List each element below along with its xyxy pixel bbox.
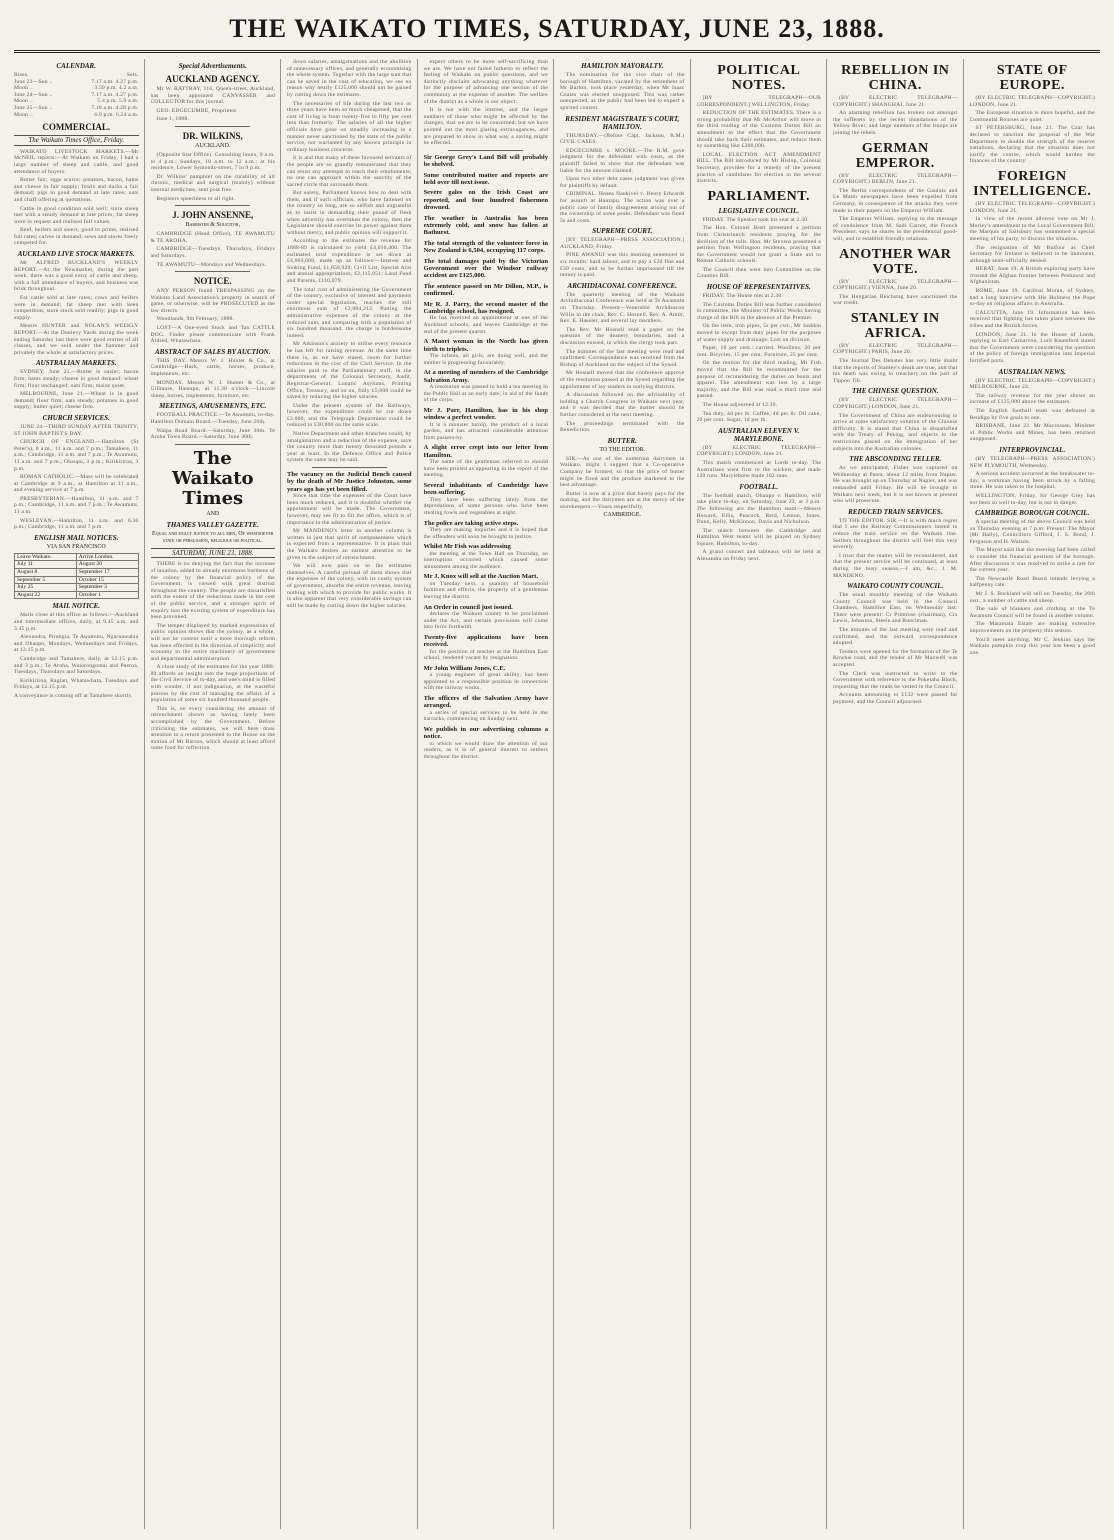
headline-item: The police are taking active steps.: [423, 519, 519, 527]
editorial-continued: down salaries, amalgamations and the abolition of unnecessary offices, and generally economising the whole system. Together with the large sum that can be saved in the cost of education, we see no reason why nearly £125,000 should not be gained by cutting down the estimates. The necessaries of life during the last two or three years have been so much cheapened, that the cost of living is from twenty-five to fifty per cent less than formerly. The salaries of all the higher officials have gone on steadily increasing in a manner never sanctioned by the state of the public service, nor warranted by any known principle in ordinary business concerns. It is and that many of these favoured servants of the people are so grandly remunerated that they can resist any attempts to reach their emoluments; no one can approach within the sanctity of the sacred circle that surrounds them. But surely, Parliament knows how to deal with them, and if such officials, who have fattened on the country so long, are so selfish and ungrateful as to insist in demanding their pound of flesh when adversity has overtaken the colony, then the Legislature should exercise its power against them without mercy, and public opinion will support it. According to the estimates the revenue for 1888-89 is calculated to yield £4,016,400. The estimated total expenditure is set down at £4,063,668, made up as follows:—Interest and Sinking Fund, £1,858,929; Civil List, Special Acts and annual appropriations, £2,115,051; Land Fund and Parents, £110,079. The total cost of administering the Government of the country, exclusive of interest and payments under special legislation, reaches the still enormous sum of £2,004,212. Putting the administrative expenses of the colony at the reduced sum, and comparing with a population of six hundred thousand, the charge is burdensome indeed. Mr Atkinson's anxiety to utilise every resource he has left for raising revenue. At the same time there is, as we have stated, room for further reductions in the cost of the Civil Service. In the salaries paid to the Parliamentary staff, in the departments of the Colonial Secretary, Audit, Registrar-General, Lunatic Asylums, Printing Office, Treasury, and so on, fully £5,000 could be saved by reducing the higher salaries. Under the present system of the Railways, however, the expenditure could be cut down £2,000, and the Telegraph Department could be reduced to £30,000 on the same scale. Native Department and other branches could, by amalgamation and a reduction of the expense, save the country more than twenty thousand pounds a year at least. In the Defence Office and Police system the same may be said.: [287, 59, 412, 464]
dr-sub: AUCKLAND.: [195, 142, 231, 149]
auction-heading: ABSTRACT OF SALES BY AUCTION.: [155, 347, 271, 356]
ads-heading: Special Advertisements.: [178, 62, 247, 70]
archdeaconal-text: The quarterly meeting of the Waikato Archidiaconal Conference was held at Te Awamutu on Thursday. Present—Venerable Archdeacon Willis in the chair, Rev. C. Hosnell, Rev. A. Amitt, Rev. E. Haseler, and several lay members. The Rev. Mr Hosnell read a paper on the question of the deanery boundaries, and a discussion ensued, in which the clergy took part. The minutes of the last meeting were read and confirmed. Correspondence was received from the Bishop of Auckland on the subject of the Synod. Mr Hosnell moved that the conference approve of the resolution passed at the Synod regarding the appointment of lay readers in outlying districts. A discussion followed on the advisability of holding a Church Congress in Waikato next year, and it was decided that the matter should be further considered at the next meeting. The proceedings terminated with the Benediction.: [560, 291, 685, 434]
mail-heading: ENGLISH MAIL NOTICES.: [34, 533, 119, 542]
barrister-sub: Barrister & Solicitor,: [185, 222, 240, 229]
headline-item: The sentence passed on Mr Dillon, M.P., is confirmed.: [423, 282, 548, 298]
paper-and: AND: [206, 510, 220, 517]
editorial-text: THERE is no denying the fact that the increase of taxation, added to already enormous burthens of the colony by the financial policy of the Government, is viewed with great distrust throughout the country. The people are dissatisfied with the extent of the reductions made in the cost of the public service, and a stronger spirit of enquiry into the existing system of expenditure has been provoked. The temper displayed by marked expressions of public opinion shows that the colony, as a whole, will not be content until a more thorough reform has been effected in the direction of simplicity and economy in the entire machinery of government and departmental administration. A close study of the estimates for the year 1888-89 affords an insight into the huge proportions of the Civil Service of to-day, and one's mind is filled with wonder, if not indignation, at the wasteful process by the cost of managing the affairs of a population of some six hundred thousand people. This is, on every considering the amount of retrenchment shown as having lately been accomplished by the Government. Before criticising the estimates, we will here draw attention to a return presented to the House on the motion of Mr Barron, which should at least afford some food for reflection.: [150, 561, 275, 752]
emperor-text: (BY ELECTRIC TELEGRAPH—COPYRIGHT.) BERLIN, June 21. The Berlin correspondents of the Gaulois and Le Matin newspapers have been expelled from Germany, in consequence of the attacks they were made in their papers on the Emperor William. The Emperor William, replying to the message of condolence from M. Sadi Carnot, the French President, says he shares in the presidential good-will, and to establish friendly relations.: [833, 172, 958, 242]
footer-note: A conveyance is coming off at Tamahere shortly.: [14, 692, 133, 699]
commercial-intro: The Waikato Times Office, Friday.: [14, 135, 139, 146]
dr-heading: DR. WILKINS,: [182, 130, 243, 141]
foreign-text: (BY ELECTRIC TELEGRAPH—COPYRIGHT.) LONDON, June 21. In view of the recent adverse vote on Mr J. Morley's amendment to the Local Government Bill, the Marquis of Salisbury has summoned a special meeting of his party, to discuss the situation. The resignation of Mr Balfour as Chief Secretary for Ireland is believed to be imminent, although semi-officially denied. HERAT, June 19. A British exploring party have crossed the Afghan frontier between Peshawur and Afghanistan. ROME, June 19. Cardinal Moran, of Sydney, had a long interview with His Holiness the Pope to-day on religious affairs in Australia. CALCUTTA, June 19. Information has been received that fighting has taken place between the tribes and the British forces. LONDON, June 21. In the House of Lords, replying to Earl Carnarvon, Lord Knutsford stated that the Government were considering the question of the policy of foreign immigration into Imperial fortified ports.: [969, 200, 1095, 364]
calendar-table: Rises. Sets. June 23—Sun .. 7.17 a.m. 4.27 p.m. Moon .. 3.59 p.m. 4.2 a.m. June 24—Sun .. 7.17 a.m. 4.27 p.m. Moon .. 5.4 p.m. 5.9 a.m. June 25—Sun .. 7.18 a.m. 4.28 p.m. Moon .. 6.9 p.m. 6.24 a.m.: [14, 72, 139, 118]
vote-text: (BY ELECTRIC TELEGRAPH—COPYRIGHT.) VIENNA, June 20. The Hungarian Reichstag have sanctioned the war credit.: [833, 278, 958, 307]
eleven-heading: AUSTRALIAN ELEVEN V. MARYLEBONE.: [718, 426, 800, 443]
judicial-lead: The vacancy on the Judicial Bench caused by the death of Mr Justice Johnston, some years ago has yet been filled.: [287, 471, 412, 493]
headline-item: The total strength of the volunteer force in New Zealand is 6,504, occupying 117 corps.: [423, 239, 548, 255]
council-text: FRIDAY. The Speaker took his seat at 2.30. The Hon. Colonel Brett presented a petition from Christchurch residents praying for the abolition of the tolls. Hon. Mr Stevens presented a petition from Wellington residents, praying that the Government would not grant a State aid to Roman Catholic schools. The Council then went into Committee on the Counties Bill.: [696, 216, 821, 280]
vote-heading: ANOTHER WAR VOTE.: [839, 246, 952, 277]
australian-news-heading: AUSTRALIAN NEWS.: [998, 367, 1066, 376]
butter-sub: TO THE EDITOR.: [599, 446, 646, 453]
mayoralty-heading: HAMILTON MAYORALTY.: [581, 62, 664, 70]
mail-notice-text: Mails close at this office as follows:—Auckland and intermediate offices, daily, at 9.45 a.m. and 3.45 p.m. Alexandra, Pirongia, Te Awamutu, Ngaruawahia and Ohaupo, Mondays, Wednesdays and Fridays, at 12.15 p.m. Cambridge and Tamahere, daily, at 12.15 p.m. and 3 p.m.; Te Aroha, Waiorongomai and Paeroa, Tuesdays, Thursdays and Saturdays. Kirikiriroa, Raglan, Whatawhata, Tuesdays and Fridays, at 12.15 p.m.: [14, 612, 139, 691]
court-text: THURSDAY.—(Before Capt. Jackson, R.M.) CIVIL CASES. EDGECUMBE v. MOORE.—The R.M. gave judgment for the defendant with costs, as the plaintiff failed to show that the defendant was liable for the amount claimed. Upon two other debt cases judgment was given for plaintiffs by default. CRIMINAL. Hosea Nankivel v. Henry Edwards for assault at Hautapu. The action was over a public case of family disagreement arising out of the ownership of some pesks. Defendant was fined 5s and costs.: [560, 132, 685, 224]
mail-table: Leave Waikato. Arrive London. July 11 August 20 August 8 September 17 September 5 October 15 July 25 September 3 August 22 October 1: [14, 553, 139, 600]
barrister-heading: J. JOHN ANSENNE,: [172, 210, 254, 221]
australian-heading: AUSTRALIAN MARKETS.: [35, 359, 117, 368]
headline-item: The weather in Australia has been extremely cold, and snow has fallen at Bathurst.: [423, 214, 548, 237]
teller-heading: THE ABSCONDING TELLER.: [849, 455, 942, 464]
headline-list: Sir George Grey's Land Bill will probably be shelved. Some contributed matter and reports are held over till next issue. Severe gales on the Irish Coast are reported, and four hundred fishermen drowned. The weather in Australia has been extremely cold, and snow has fallen at Bathurst. The total strength of the volunteer force in New Zealand is 6,504, occupying 117 corps. The total damages paid by the Victorian Government over the Windsor railway accident are £125,000. The sentence passed on Mr Dillon, M.P., is confirmed. Mr R. J. Parry, the second master of the Cambridge school, has resigned. He has received an appointment at one of the Auckland schools, and leaves Cambridge at the end of the present quarter. A Maori woman in the North has given birth to triplets. The infants, all girls, are doing well, and the mother is progressing favourably. At a meeting of members of the Cambridge Salvation Army. A resolution was passed to hold a tea meeting in the Public Hall at an early date, in aid of the funds of the corps. Mr J. Parr, Hamilton, has in his shop window a perfect wonder. It is a monster turnip, the product of a local garden, and has attracted considerable attention from passers-by. A slight error crept into our letter from Hamilton. The name of the gentleman referred to should have been printed as appearing in the report of the meeting. Several inhabitants of Cambridge have been suffering. They have been suffering lately from the depredations of some persons who have been stealing fowls and vegetables at night. The police are taking active steps. They are making inquiries and it is hoped that the offenders will soon be brought to justice. Whilst Mr Fish was addressing the meeting at the Town Hall on Thursday, an interruption occurred which caused some amusement among the audience. Mr J. Knox will sell at the Auction Mart. on Tuesday next, a quantity of household furniture and effects, the property of a gentleman leaving the district. An Order in council just issued. declares the Waikato county to be proclaimed under the Act, and certain provisions will come into force forthwith. Twenty-five applications have been received. for the position of teacher at the Hamilton East school, rendered vacant by resignation. Mr John William Jones, C.E. a young engineer of great ability, has been appointed to a responsible position in connection with the railway works. The officers of the Salvation Army have arranged. a series of special services to be held in the barracks, commencing on Sunday next. We publish in our advertising columns a notice. to which we would draw the attention of our readers, as it is of general interest to settlers throughout the district.: [423, 153, 548, 760]
court-heading: RESIDENT MAGISTRATE'S COURT, HAMILTON.: [565, 114, 680, 131]
butter-sign: CAMBRIDGE.: [603, 512, 641, 519]
dr-text: (Opposite Star Office). Consulting hours, 9 a.m. to 4 p.m.; Sundays, 10 a.m. to 12 a.m.; at his residence, Lower Symonds-street, 7 to 9 p.m. Dr. Wilkins' pamphlet on the curability of all chronic, medical and surgical (mainly) without internal medicines, sent post free. Registers speechless to all right.: [150, 151, 275, 202]
paper-name: The Waikato Times: [171, 447, 254, 509]
agency-text: Mr W. RATTRAY, 116, Queen-street, Auckland, has been appointed CANVASSER and COLLECTOR for this journal. GEO. EDGECUMBE, Proprietor. June 1, 1888.: [150, 86, 275, 123]
headline-item: Mr J. Parr, Hamilton, has in his shop window a perfect wonder.: [423, 406, 548, 422]
rebellion-text: (BY ELECTRIC TELEGRAPH—COPYRIGHT.) SHANGHAI, June 21. An alarming rebellion has broken out amongst the sufferers by the recent inundations of the Yellow River, and large numbers of the troops are joining the rebels.: [833, 95, 958, 136]
teller-text: As we anticipated, Fisher was captured on Wednesday at Patea, about 12 miles from Napier. He was brought up on Thursday at Napier, and was remanded until Friday. He will be brought to Waikato next week, but it is not known at present who will prosecute.: [833, 465, 958, 505]
headline-item: We publish in our advertising columns a notice.: [423, 725, 548, 741]
butter-text: SIR,—As one of the numerous dairymen in Waikato, might I suggest that a Co-operative Company be formed, so that the price of butter might be fixed and the produce marketed to the best advantage. Butter is now at a price that barely pays for the making, and the dairymen are at the mercy of the storekeepers.—Yours respectfully,: [560, 455, 685, 510]
barrister-text: CAMBRIDGE (Head Office), TE AWAMUTU & TE AROHA. CAMBRIDGE—Tuesdays, Thursdays, Fridays and Saturdays. TE AWAMUTU—Mondays and Wednesdays.: [150, 231, 275, 268]
notice-text: ANY PERSON found TRESPASSING on the Waikato Land Association's property in search of game, or otherwise, will be PROSECUTED as the law directs. Woodlands, 9th February, 1888. LOST—A One-eyed Stock and Tan CATTLE DOG. Finder please communicate with Frank Aldred, Whatawhata.: [150, 288, 275, 345]
football-heading: FOOTBALL.: [739, 482, 779, 491]
column-6: [697, 59, 828, 1529]
headline-item: Mr John William Jones, C.E.: [423, 664, 506, 672]
stanley-text: (BY ELECTRIC TELEGRAPH—COPYRIGHT.) PARIS, June 20. The Journal Des Debates has very little doubt that the reports of Stanley's death are true, and that his death was owing to treachery on the part of Tippoo Tib.: [833, 342, 958, 384]
mayoralty-text: The nomination for the vice chair of the borough of Hamilton, vacated by the retirement of Mr Barton, took place yesterday, when Mr Isaac Coates was elected unopposed. This was rather unexpected, as the public had been led to expect a spirited contest.: [560, 72, 685, 111]
chinese-heading: THE CHINESE QUESTION.: [851, 387, 939, 396]
meetings-text: FOOTBALL PRACTICE.—Te Awamutu, to-day. Hamilton Domain Board.—Tuesday, June 26th. Waipa Road Board.—Saturday, June 30th. Te Aroha Town Board.—Saturday, June 30th.: [150, 412, 275, 441]
column-3: [287, 59, 418, 1529]
headline-item: Several inhabitants of Cambridge have been suffering.: [423, 482, 548, 497]
headline-item: The total damages paid by the Victorian Government over the Windsor railway accident are £125,000.: [423, 257, 548, 280]
supreme-heading: SUPREME COURT.: [592, 227, 653, 236]
rebellion-heading: REBELLION IN CHINA.: [841, 63, 950, 93]
column-5: [560, 59, 691, 1529]
reps-heading: HOUSE OF REPRESENTATIVES.: [706, 283, 811, 292]
col4-intro: expect others to be more self-sacrificing than we are. We have not failed hitherto to reflect the feeling of Waikato on public questions, and we distinctly disclaim advocating anything whatever for the purpose of advancing one section of the community at the expense of another. The welfare of the district as a whole is our object. It is not with the interest, and the larger numbers of those who might be affected by the changes, that we are to be concerned; but we have pointed out the most glaring extravagances, and are prepared to show in what way a saving might be effected.: [423, 59, 548, 147]
chinese-text: (BY ELECTRIC TELEGRAPH—COPYRIGHT.) LONDON, June 21. The Government of China are endeavouring to arrive at some satisfactory solution of the Chinese difficulty. It is stated that China is dissatisfied with the Treaty of Peking, and objects to the restrictions placed on the immigration of her subjects into the Australian colonies.: [833, 397, 958, 452]
notice-heading: NOTICE.: [193, 276, 232, 287]
political-text: [BY TELEGRAPH—OUR CORRESPONDENT.] WELLINGTON, Friday. REDUCTION OF THE ESTIMATES. There is a strong probability that Mr McArthur will move in the third reading of the Customs Duties Bill an amendment to the effect that the Government should take back their estimates, and reduce them by something like £200,000. LOCAL ELECTION ACT AMENDMENT BILL. The Bill introduced by Mr Hislop, Colonial Secretary, provides for a remedy of the present practice of candidates for election in the several districts.: [696, 95, 821, 185]
meetings-heading: MEETINGS, AMUSEMENTS, ETC.: [159, 402, 267, 411]
paper-motto: Equal and exact justice to all men, Of whatsoever state or persuasion, religious or political.: [152, 530, 274, 544]
archdeaconal-heading: ARCHIDIACONAL CONFERENCE.: [567, 281, 677, 290]
commercial-heading: COMMERCIAL.: [42, 122, 111, 133]
football-text: The football match, Ohaupo v. Hamilton, will take place to-day, on Saturday, June 23, at 3 p.m. The following are the Hamilton team:—Messrs Howard, Ellis, Peacock, Reid, Lemon, Jones, Dunn, Kelly, McKinnon, Davis and Nicholson. The match between the Cambridge and Hamilton West teams will be played on Sydney Square, Hamilton, to-day. A grand concert and tableaux will be held at Alexandra on Friday next.: [696, 492, 821, 563]
headline-item: Twenty-five applications have been received.: [423, 633, 548, 649]
interprovincial-heading: INTERPROVINCIAL.: [999, 445, 1066, 454]
auction-text: THIS DAY. Messrs W. J. Hunter & Co., at Cambridge.—Hack, cattle, horses, produce, implements, etc. MONDAY. Messrs W. J. Hunter & Co., at Gillmore, Hautapu, at 11.30 o'clock.—Lincoln sheep, horses, implements, furniture, etc.: [150, 357, 275, 399]
parliament-heading: PARLIAMENT.: [707, 188, 811, 204]
australian-text: SYDNEY, June 21.—Butter is easier; bacon firm; hams steady; cheese in good demand; wheat firm; flour unchanged; oats firm; maize quiet. MELBOURNE, June 21.—Wheat is in good demand; flour firm; oats steady; potatoes in good supply; butter quiet; cheese firm.: [14, 369, 139, 411]
agency-heading: AUCKLAND AGENCY.: [165, 74, 260, 84]
mail-sub: VIA SAN FRANCISCO: [46, 543, 106, 550]
judicial-text: Since that time the expenses of the Court have been much reduced, and it is doubtful whether the appointment will be made. The Government, however, may see fit to fill the office, which is of importance to the administration of justice. Mr MANDENO's letter in another column is written in just that spirit of outspokenness which is expected from a representative. It is plain that the Waikato desires an earnest attention to be given to the subject of retrenchment. We will now pass on to the estimates themselves. A careful perusal of them shows that the expenses of the colony, with its costly system of government, absorbs the entire revenue, leaving nothing with which to provide for public works. It is also apparent that very considerable savings can still be made by cutting down the higher salaries.: [287, 493, 412, 609]
europe-heading: STATE OF EUROPE.: [996, 63, 1068, 93]
council-heading: LEGISLATIVE COUNCIL.: [718, 206, 800, 215]
church-heading: CHURCH SERVICES.: [42, 413, 110, 422]
headline-item: Mr J. Knox will sell at the Auction Mart.: [423, 573, 539, 581]
foreign-heading: FOREIGN INTELLIGENCE.: [973, 168, 1092, 199]
headline-item: Whilst Mr Fish was addressing: [423, 543, 511, 551]
county-heading: WAIKATO COUNTY COUNCIL.: [847, 582, 944, 591]
auckland-heading: AUCKLAND LIVE STOCK MARKETS.: [17, 250, 135, 259]
supreme-text: [BY TELEGRAPH—PRESS ASSOCIATION.] AUCKLAND, Friday. PINE AWANUI was this morning sentenced to six months' hard labour, and to pay a £20 fine and £30 costs, and to be further imprisoned till the money is paid.: [560, 237, 685, 279]
newspaper-page: [14, 10, 1100, 1530]
column-1: [14, 59, 145, 1529]
column-2: [151, 59, 282, 1529]
eleven-text: (BY ELECTRIC TELEGRAPH—COPYRIGHT.) LONDON, June 21. This match commenced at Lords to-day. The Australians went first to the wickets, and made 139 runs. Marylebone made 102 runs.: [696, 444, 821, 480]
church-text: JUNE 24—THIRD SUNDAY AFTER TRINITY; ST JOHN BAPTIST'S DAY. CHURCH OF ENGLAND.—Hamilton (St Peter's), 8 a.m., 11 a.m. and 7 p.m.; Tamahere, 11 a.m.; Cambridge, 11 a.m. and 7 p.m.; Te Awamutu, 11 a.m. and 7 p.m.; Ohaupo, 3 p.m.; Kirikiriroa, 3 p.m. ROMAN CATHOLIC.—Mass will be celebrated at Cambridge at 9 a.m., at Hamilton at 11 a.m., and evening service at 7 p.m. PRESBYTERIAN.—Hamilton, 11 a.m. and 7 p.m.; Cambridge, 11 a.m. and 7 p.m.; Te Awamutu, 11 a.m. WESLEYAN.—Hamilton, 11 a.m. and 6.30 p.m.; Cambridge, 11 a.m. and 7 p.m.: [14, 423, 139, 531]
australian-news-text: (BY ELECTRIC TELEGRAPH—COPYRIGHT.) MELBOURNE, June 22. The railway revenue for the year shows an increase of £125,000 above the estimates. The English football team was defeated at Bendigo by five goals to one. BRISBANE, June 22. Mr Macrossan, Minister of Public Works and Mines, has been returned unopposed.: [969, 377, 1095, 443]
reps-text: FRIDAY. The House met at 2.30. The Customs Duties Bill was further considered in committee, the Minister of Public Works having charge of the Bill in the absence of the Premier. On the item, iron pipes, 5s per cwt., Mr Seddon moved to except from duty pipes for the purposes of water supply and drainage. Lost on division. Paper, 10 per cent.: carried. Woollens, 20 per cent. Bicycles, 15 per cent. Furniture, 25 per cent. On the motion for the third reading, Mr Fish moved that the Bill be recommitted for the purpose of reconsidering the duties on boots and apparel. The amendment was lost by a large majority, and the Bill was read a third time and passed. The House adjourned at 12.30. Tea duty, 4d per lb. Coffee, 4d per lb. Oil cake, 20 per cent. Sugar, 1d per lb.: [696, 293, 821, 424]
headline-item: An Order in council just issued.: [423, 603, 513, 611]
borough-text: A special meeting of the above Council was held on Thursday evening at 7 p.m. Present: The Mayor (Mr Hally), Councillors Gifford, J. S. Bond, J. Ferguson and H. Watson. The Mayor said that the meeting had been called to consider the financial position of the borough. After discussion it was resolved to strike a rate for the current year. The Newcastle Road Board intends levying a halfpenny rate. Mr J. S. Buckland will sell on Tuesday, the 26th inst., a number of cattle and sheep. The sale of blankets and clothing at the Te Awamutu Council will be found in another column. The Matamata Estate are making extensive improvements on the property this season. You'll meet anything. Mr C. Jenkins says the Waikato pumpkin crop this year has been a good one.: [969, 519, 1095, 656]
stanley-heading: STANLEY IN AFRICA.: [850, 310, 940, 341]
headline-item: Severe gales on the Irish Coast are reported, and four hundred fishermen drowned.: [423, 189, 548, 212]
auckland-text: Mr ALFRED BUCKLAND'S WEEKLY REPORT.—At the Newmarket, during the past week, there was a good entry of cattle and sheep, with a full attendance of buyers, and business was brisk throughout. Fat cattle sold at late rates; cows and heifers were in demand; fat sheep met with keen competition; store stock sold readily; pigs in good supply. Messrs HUNTER and NOLAN'S WEEKLY REPORT.—At the Dunlevy Yards during the week ending Saturday last there were good entries of all classes, and we sold under the hammer and privately the whole at satisfactory prices.: [14, 260, 139, 356]
column-8: [970, 59, 1101, 1529]
political-heading: POLITICAL NOTES.: [717, 63, 801, 93]
butter-heading: BUTTER.: [607, 436, 637, 445]
mail-notice-heading: MAIL NOTICE.: [52, 602, 101, 611]
column-7: [833, 59, 964, 1529]
headline-item: Sir George Grey's Land Bill will probably be shelved.: [423, 153, 548, 169]
masthead-title: THE WAIKATO TIMES, SATURDAY, JUNE 23, 1888.: [14, 10, 1100, 53]
headline-item: Mr R. J. Parry, the second master of the Cambridge school, has resigned.: [423, 300, 548, 316]
borough-heading: CAMBRIDGE BOROUGH COUNCIL.: [975, 509, 1090, 518]
paper-date: SATURDAY, JUNE 23, 1888.: [151, 548, 276, 559]
europe-text: (BY ELECTRIC TELEGRAPH—COPYRIGHT.) LONDON, June 21. The European situation is more hopeful, and the Continental Bourses are quiet. ST PETERSBURG, June 21. The Czar has declared to sanction the proposal of the War Department to double the strength of the reserve battalions, declaring that the situation does not justify the course, which would burden the finances of the country.: [969, 95, 1095, 165]
columns: [14, 59, 1100, 1529]
train-heading: REDUCED TRAIN SERVICES.: [848, 507, 943, 516]
paper-sub: THAMES VALLEY GAZETTE.: [166, 520, 259, 529]
calendar-heading: CALENDAR.: [56, 62, 96, 70]
train-text: TO THE EDITOR. SIR,—It is with much regret that I see the Railway Commissioners intend to reduce the train service on the Waikato line. Settlers throughout the district will feel this very severely. I trust that the matter will be reconsidered, and that the present service will be continued, at least during the busy season.—I am, &c., J. M. MANDENO.: [833, 517, 958, 579]
commercial-text: WAIKATO LIVESTOCK MARKETS.—Mr McNEIL reports:—At Waikato on Friday, I had a large number of sheep and cattle, and good attendance of buyers. Butter fair; eggs scarce; potatoes, bacon, hams and cheese in fair supply; fowls and ducks a fair demand; pigs in good demand at late rates; oats and chaff offering at quotations. Cattle in good condition sold well; store sheep met with a steady demand at late prices; fat sheep were in request and realised full values. Beef, heifers and steers, good to prime, realised full rates; calves in demand; sows and stores freely competed for.: [14, 148, 139, 247]
headline-item: A Maori woman in the North has given birth to triplets.: [423, 338, 548, 353]
headline-item: The officers of the Salvation Army have arranged.: [423, 694, 548, 710]
column-4: [424, 59, 555, 1529]
headline-item: At a meeting of members of the Cambridge Salvation Army.: [423, 369, 548, 384]
headline-item: Some contributed matter and reports are held over till next issue.: [423, 171, 548, 186]
headline-item: A slight error crept into our letter from Hamilton.: [423, 444, 548, 459]
county-text: The usual monthly meeting of the Waikato County Council was held in the Council Chambers, Hamilton East, on Wednesday last. There were present: Cr Primrose (chairman), Crs Lewis, Johnston, Steele and Runciman. The minutes of the last meeting were read and confirmed, and the outward correspondence adopted. Tenders were opened for the formation of the Te Kowhai road, and the tender of Mr Maxwell was accepted. The Clerk was instructed to write to the Government with reference to the Puketaha Block, requesting that the roads be vested in the Council. Accounts amounting to £132 were passed for payment, and the Council adjourned.: [833, 592, 958, 705]
interprovincial-text: (BY TELEGRAPH—PRESS ASSOCIATION.) NEW PLYMOUTH, Wednesday. A serious accident occurred at the breakwater to-day, a workman having been struck by a falling stone. He was taken to the hospital. WELLINGTON, Friday. Sir George Grey has not been so well to-day, but is not in danger.: [969, 455, 1095, 506]
emperor-heading: GERMAN EMPEROR.: [855, 140, 935, 171]
